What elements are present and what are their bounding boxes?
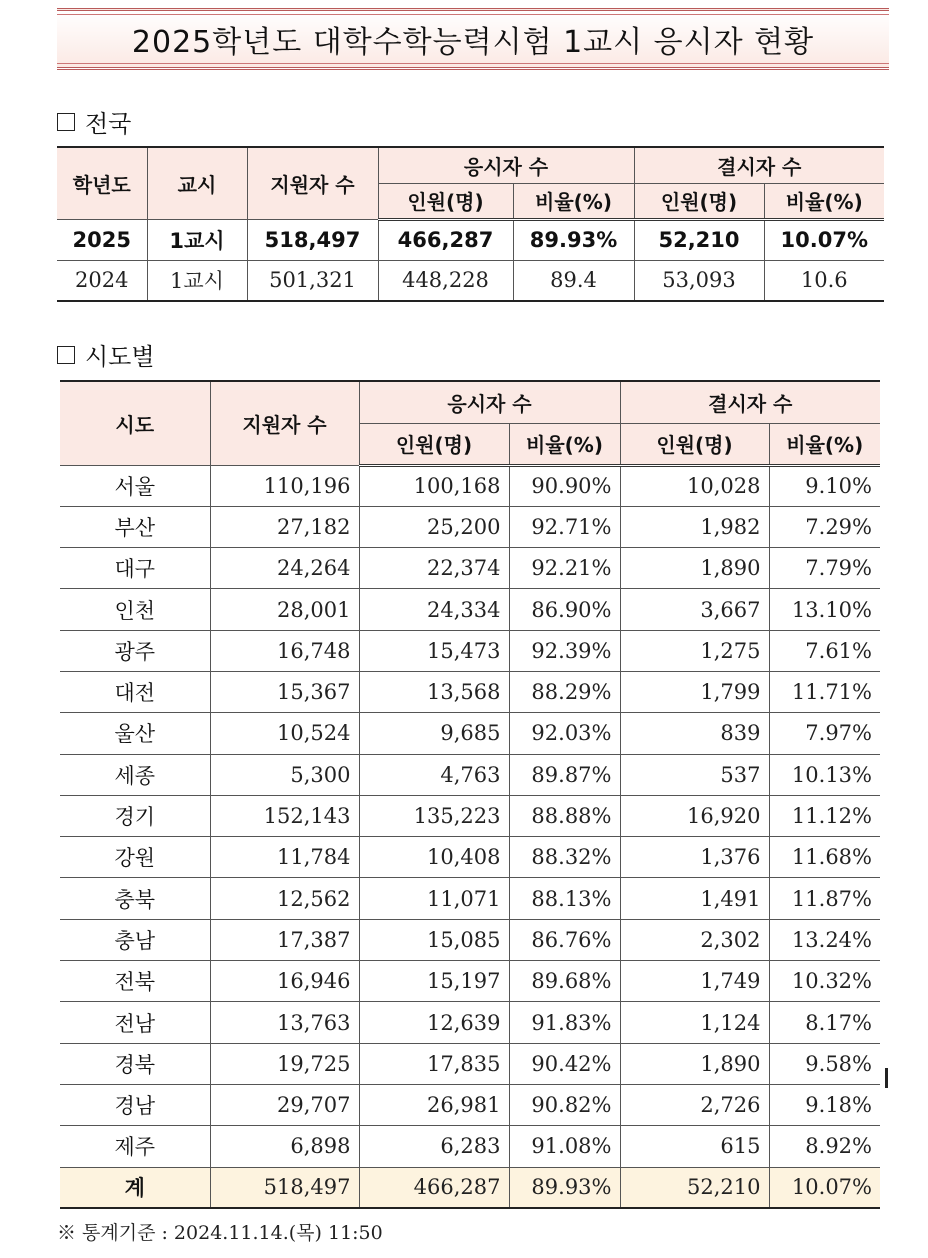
cell-absent-count: 537: [620, 754, 769, 795]
cell-absent-ratio: 11.71%: [769, 671, 880, 712]
cell-absent-count: 839: [620, 713, 769, 754]
national-section-heading: [57, 104, 131, 139]
cell-takers-count: 17,835: [359, 1043, 509, 1084]
title-border-top: [57, 14, 889, 15]
table-row: [60, 465, 880, 506]
cell-applicants: 518,497: [247, 219, 378, 260]
regional-section-heading: [57, 337, 155, 372]
cell-takers-count: 22,374: [359, 548, 509, 589]
cell-region: 경남: [60, 1084, 210, 1125]
cell-takers-ratio: 88.88%: [509, 795, 620, 836]
cell-absent-count: 1,491: [620, 878, 769, 919]
cell-applicants: 16,748: [210, 630, 359, 671]
cell-applicants: 13,763: [210, 1002, 359, 1043]
cell-absent-ratio: 7.79%: [769, 548, 880, 589]
table-row: [60, 671, 880, 712]
cell-takers-ratio: 89.68%: [509, 961, 620, 1002]
header-absentees: 결시자 수: [634, 147, 884, 183]
cell-takers-count: 6,283: [359, 1126, 509, 1167]
table-row: [57, 260, 884, 301]
cell-absent-ratio: 8.92%: [769, 1126, 880, 1167]
header-applicants: 지원자 수: [210, 381, 359, 465]
national-section-label: 전국: [85, 110, 132, 138]
cell-absent-ratio: 8.17%: [769, 1002, 880, 1043]
cell-takers-count: 26,981: [359, 1084, 509, 1125]
cell-absent-ratio: 10.07%: [769, 1167, 880, 1208]
table-row: [60, 1126, 880, 1167]
table-row: [60, 713, 880, 754]
cell-absent-ratio: 7.97%: [769, 713, 880, 754]
header-period: 교시: [147, 147, 247, 219]
cell-region: 세종: [60, 754, 210, 795]
header-absent-count: 인원(명): [620, 423, 769, 465]
cell-absent-count: 615: [620, 1126, 769, 1167]
cell-applicants: 110,196: [210, 465, 359, 506]
header-absent-ratio: 비율(%): [764, 183, 884, 219]
cell-year: 2025: [57, 219, 147, 260]
checkbox-square-icon: [57, 346, 75, 364]
total-row: [60, 1167, 880, 1208]
cell-takers-count: 466,287: [378, 219, 513, 260]
header-absentees: 결시자 수: [620, 381, 880, 423]
regional-table: [60, 380, 880, 1209]
cell-takers-ratio: 88.32%: [509, 837, 620, 878]
cell-takers-count: 9,685: [359, 713, 509, 754]
header-takers-ratio: 비율(%): [513, 183, 634, 219]
cell-takers-count: 25,200: [359, 506, 509, 547]
cell-takers-ratio: 88.29%: [509, 671, 620, 712]
cell-applicants: 518,497: [210, 1167, 359, 1208]
table-row: [60, 506, 880, 547]
cell-applicants: 11,784: [210, 837, 359, 878]
cell-applicants: 501,321: [247, 260, 378, 301]
cell-takers-count: 135,223: [359, 795, 509, 836]
national-table: [57, 146, 884, 302]
cell-region: 광주: [60, 630, 210, 671]
cell-takers-ratio: 90.42%: [509, 1043, 620, 1084]
cell-takers-count: 15,085: [359, 919, 509, 960]
cell-period: 1교시: [147, 260, 247, 301]
cell-absent-ratio: 10.13%: [769, 754, 880, 795]
cell-takers-count: 448,228: [378, 260, 513, 301]
cell-absent-ratio: 9.58%: [769, 1043, 880, 1084]
cell-absent-count: 1,890: [620, 1043, 769, 1084]
cell-absent-ratio: 13.10%: [769, 589, 880, 630]
cell-takers-count: 10,408: [359, 837, 509, 878]
table-row: [60, 878, 880, 919]
cell-applicants: 5,300: [210, 754, 359, 795]
title-border-bottom: [57, 63, 889, 64]
checkbox-square-icon: [57, 113, 75, 131]
cell-takers-ratio: 90.82%: [509, 1084, 620, 1125]
cell-absent-ratio: 7.29%: [769, 506, 880, 547]
cell-absent-count: 52,210: [634, 219, 764, 260]
table-row: [60, 589, 880, 630]
cell-absent-count: 1,982: [620, 506, 769, 547]
cell-region: 인천: [60, 589, 210, 630]
cell-region: 경북: [60, 1043, 210, 1084]
cell-takers-count: 24,334: [359, 589, 509, 630]
cell-absent-count: 1,749: [620, 961, 769, 1002]
cell-region: 전북: [60, 961, 210, 1002]
cell-takers-ratio: 88.13%: [509, 878, 620, 919]
cell-region: 대전: [60, 671, 210, 712]
cell-region: 울산: [60, 713, 210, 754]
cell-year: 2024: [57, 260, 147, 301]
cell-region: 대구: [60, 548, 210, 589]
cell-absent-count: 1,124: [620, 1002, 769, 1043]
cell-applicants: 27,182: [210, 506, 359, 547]
cell-absent-count: 1,799: [620, 671, 769, 712]
cell-region: 충남: [60, 919, 210, 960]
cell-takers-count: 4,763: [359, 754, 509, 795]
cell-takers-ratio: 89.93%: [513, 219, 634, 260]
cell-takers-ratio: 91.08%: [509, 1126, 620, 1167]
cell-takers-count: 13,568: [359, 671, 509, 712]
header-applicants: 지원자 수: [247, 147, 378, 219]
cell-absent-count: 53,093: [634, 260, 764, 301]
cell-period: 1교시: [147, 219, 247, 260]
cell-absent-count: 16,920: [620, 795, 769, 836]
cell-absent-ratio: 10.6: [764, 260, 884, 301]
cell-absent-count: 2,726: [620, 1084, 769, 1125]
cell-applicants: 152,143: [210, 795, 359, 836]
header-absent-ratio: 비율(%): [769, 423, 880, 465]
cell-applicants: 16,946: [210, 961, 359, 1002]
header-takers: 응시자 수: [378, 147, 634, 183]
cell-absent-ratio: 10.32%: [769, 961, 880, 1002]
cell-takers-ratio: 86.76%: [509, 919, 620, 960]
cell-region: 계: [60, 1167, 210, 1208]
cell-applicants: 28,001: [210, 589, 359, 630]
cell-region: 경기: [60, 795, 210, 836]
cell-takers-ratio: 92.03%: [509, 713, 620, 754]
table-row: [60, 1043, 880, 1084]
header-absent-count: 인원(명): [634, 183, 764, 219]
header-takers: 응시자 수: [359, 381, 620, 423]
cell-takers-ratio: 90.90%: [509, 465, 620, 506]
page-title-banner: [57, 8, 889, 70]
header-region: 시도: [60, 381, 210, 465]
cell-takers-ratio: 89.87%: [509, 754, 620, 795]
cell-takers-ratio: 89.4: [513, 260, 634, 301]
footnote: ※ 통계기준 : 2024.11.14.(목) 11:50: [57, 1222, 383, 1244]
cell-absent-count: 10,028: [620, 465, 769, 506]
cell-absent-ratio: 11.68%: [769, 837, 880, 878]
cell-takers-ratio: 89.93%: [509, 1167, 620, 1208]
table-row: [60, 630, 880, 671]
cell-region: 부산: [60, 506, 210, 547]
cell-absent-count: 1,890: [620, 548, 769, 589]
cell-absent-ratio: 11.12%: [769, 795, 880, 836]
table-row: [60, 837, 880, 878]
cell-takers-count: 11,071: [359, 878, 509, 919]
cell-applicants: 29,707: [210, 1084, 359, 1125]
table-row: [60, 961, 880, 1002]
cell-applicants: 12,562: [210, 878, 359, 919]
cell-applicants: 24,264: [210, 548, 359, 589]
table-row: [60, 548, 880, 589]
header-year: 학년도: [57, 147, 147, 219]
cell-absent-ratio: 11.87%: [769, 878, 880, 919]
cell-absent-count: 2,302: [620, 919, 769, 960]
cell-applicants: 6,898: [210, 1126, 359, 1167]
cell-region: 제주: [60, 1126, 210, 1167]
table-row: [60, 1002, 880, 1043]
table-row: [60, 1084, 880, 1125]
cell-takers-ratio: 92.71%: [509, 506, 620, 547]
cell-absent-count: 1,275: [620, 630, 769, 671]
cell-absent-ratio: 7.61%: [769, 630, 880, 671]
header-takers-count: 인원(명): [378, 183, 513, 219]
cell-absent-ratio: 13.24%: [769, 919, 880, 960]
cell-takers-count: 15,197: [359, 961, 509, 1002]
cell-absent-ratio: 9.10%: [769, 465, 880, 506]
cell-takers-ratio: 92.39%: [509, 630, 620, 671]
cell-region: 서울: [60, 465, 210, 506]
table-row: [60, 795, 880, 836]
page-title: 2025학년도 대학수학능력시험 1교시 응시자 현황: [131, 25, 815, 60]
cell-absent-count: 3,667: [620, 589, 769, 630]
cell-applicants: 19,725: [210, 1043, 359, 1084]
cell-applicants: 17,387: [210, 919, 359, 960]
cell-takers-ratio: 91.83%: [509, 1002, 620, 1043]
table-row: [60, 919, 880, 960]
cell-takers-ratio: 92.21%: [509, 548, 620, 589]
cell-applicants: 15,367: [210, 671, 359, 712]
cell-takers-count: 12,639: [359, 1002, 509, 1043]
cell-region: 강원: [60, 837, 210, 878]
cell-takers-count: 100,168: [359, 465, 509, 506]
cell-region: 전남: [60, 1002, 210, 1043]
cell-applicants: 10,524: [210, 713, 359, 754]
cell-takers-ratio: 86.90%: [509, 589, 620, 630]
table-row: [57, 219, 884, 260]
table-row: [60, 754, 880, 795]
header-takers-count: 인원(명): [359, 423, 509, 465]
header-takers-ratio: 비율(%): [509, 423, 620, 465]
cell-takers-count: 466,287: [359, 1167, 509, 1208]
text-cursor-mark: [885, 1068, 888, 1088]
cell-absent-ratio: 10.07%: [764, 219, 884, 260]
cell-absent-count: 52,210: [620, 1167, 769, 1208]
cell-absent-count: 1,376: [620, 837, 769, 878]
cell-absent-ratio: 9.18%: [769, 1084, 880, 1125]
regional-table-body: [60, 465, 880, 1208]
cell-takers-count: 15,473: [359, 630, 509, 671]
regional-section-label: 시도별: [85, 343, 155, 371]
cell-region: 충북: [60, 878, 210, 919]
